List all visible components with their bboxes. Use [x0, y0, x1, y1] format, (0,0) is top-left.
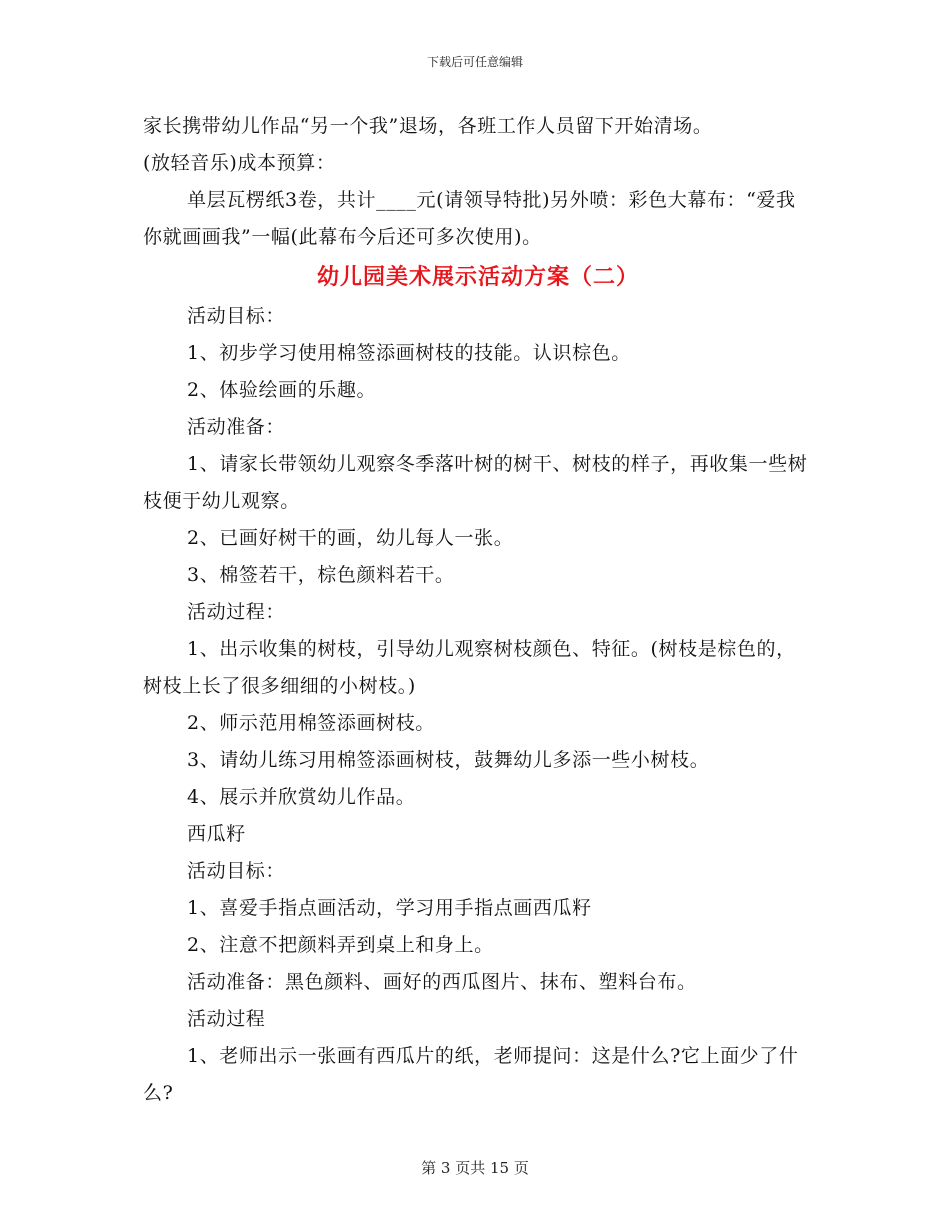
paragraph: 活动准备：黑色颜料、画好的西瓜图片、抹布、塑料台布。	[187, 971, 697, 993]
paragraph: 1、老师出示一张画有西瓜片的纸，老师提问：这是什么?它上面少了什么?	[143, 1045, 799, 1104]
paragraph: 3、请幼儿练习用棉签添画树枝，鼓舞幼儿多添一些小树枝。	[187, 749, 710, 771]
paragraph: 1、出示收集的树枝，引导幼儿观察树枝颜色、特征。(树枝是棕色的，树枝上长了很多细细的小树枝。)	[143, 638, 796, 697]
paragraph: 1、初步学习使用棉签添画树枝的技能。认识棕色。	[187, 342, 631, 364]
paragraph: 4、展示并欣赏幼儿作品。	[187, 786, 416, 808]
paragraph: 活动准备：	[187, 416, 286, 438]
paragraph: 2、师示范用棉签添画树枝。	[187, 712, 435, 734]
paragraph: 活动过程：	[187, 601, 286, 623]
page-footer: 第 3 页共 15 页	[421, 1159, 529, 1177]
paragraph: 2、体验绘画的乐趣。	[187, 379, 377, 401]
paragraph: 活动目标：	[187, 305, 286, 327]
paragraph: 活动目标：	[187, 860, 286, 882]
paragraph: 西瓜籽	[187, 823, 246, 845]
paragraph: 单层瓦楞纸3卷，共计____元(请领导特批)另外喷：彩色大幕布：“爱我你就画画我”一幅(此幕布今后还可多次使用)。	[143, 189, 796, 248]
paragraph: (放轻音乐)成本预算：	[143, 152, 336, 174]
document-body	[143, 108, 813, 1112]
paragraph: 3、棉签若干，棕色颜料若干。	[187, 564, 455, 586]
page-header: 下载后可任意编辑	[426, 55, 523, 69]
section-title: 幼儿园美术展示活动方案（二）	[316, 264, 639, 290]
paragraph: 2、已画好树干的画，幼儿每人一张。	[187, 527, 514, 549]
paragraph: 2、注意不把颜料弄到桌上和身上。	[187, 934, 494, 956]
paragraph: 家长携带幼儿作品“另一个我”退场，各班工作人员留下开始清场。	[143, 115, 713, 137]
paragraph: 1、喜爱手指点画活动，学习用手指点画西瓜籽	[187, 897, 592, 919]
paragraph: 活动过程	[187, 1008, 266, 1030]
paragraph: 1、请家长带领幼儿观察冬季落叶树的树干、树枝的样子，再收集一些树枝便于幼儿观察。	[143, 453, 808, 512]
